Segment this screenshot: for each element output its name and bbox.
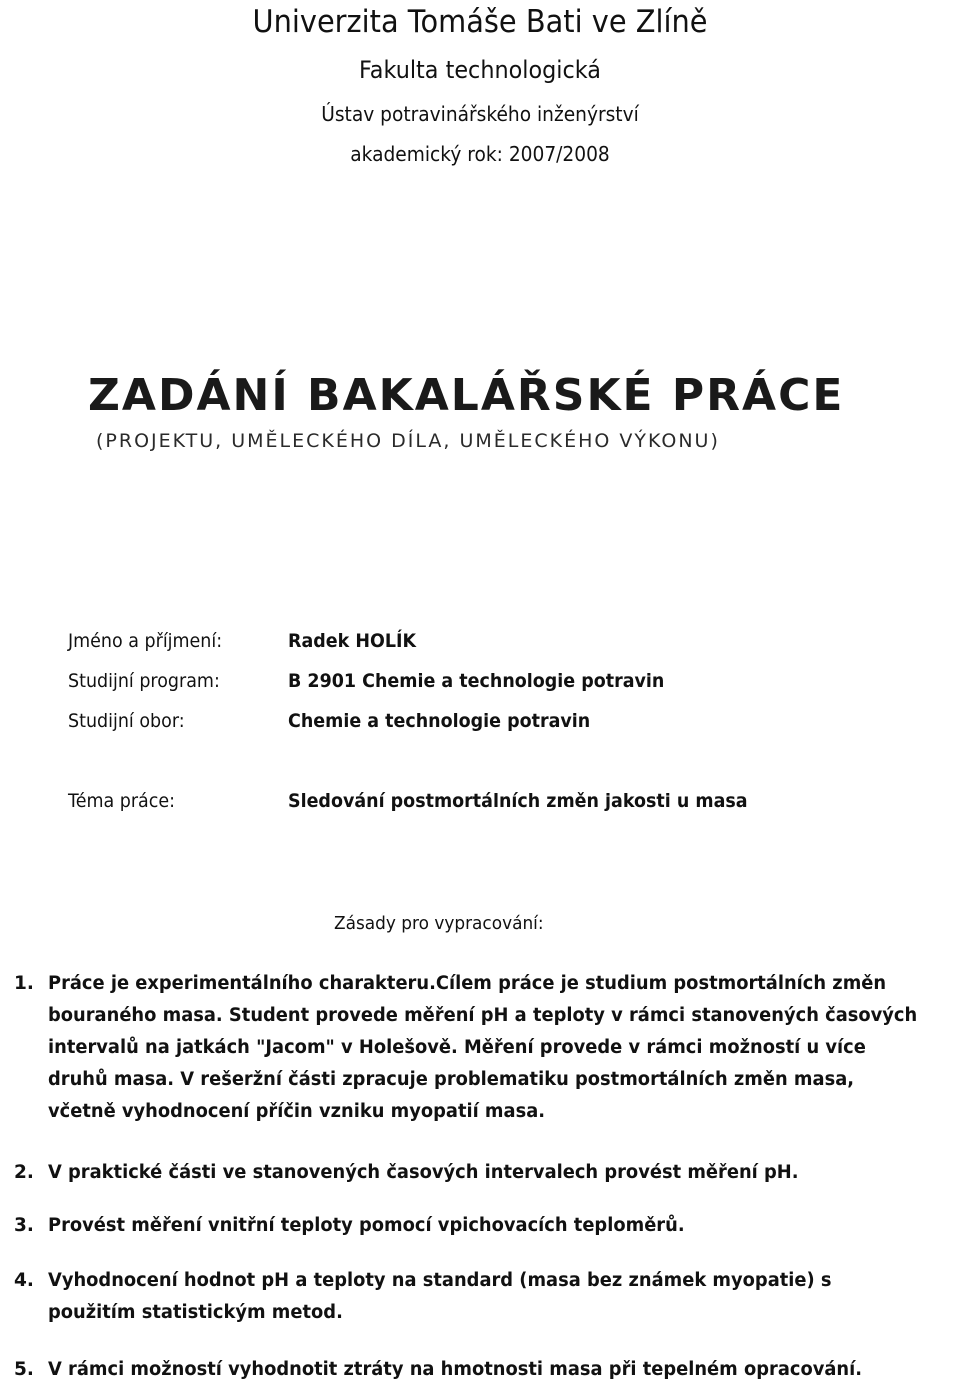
name-label: Jméno a příjmení:: [68, 630, 223, 652]
university-name: Univerzita Tomáše Bati ve Zlíně: [252, 4, 708, 40]
guideline-text: V praktické části ve stanovených časových intervalech provést měření pH.: [48, 1162, 799, 1183]
program-value: B 2901 Chemie a technologie potravin: [288, 670, 665, 692]
institute-name: Ústav potravinářského inženýrství: [321, 102, 639, 126]
guideline-item-2: [14, 1157, 954, 1189]
guideline-number: 4.: [14, 1270, 34, 1291]
guideline-text: Provést měření vnitřní teploty pomocí vpichovacích teploměrů.: [48, 1215, 685, 1236]
guideline-item-4: [14, 1265, 954, 1329]
guideline-number: 3.: [14, 1215, 34, 1236]
guideline-text: V rámci možností vyhodnotit ztráty na hmotnosti masa při tepelném opracování.: [48, 1359, 863, 1380]
document-title: ZADÁNÍ BAKALÁŘSKÉ PRÁCE: [88, 370, 845, 421]
program-label: Studijní program:: [68, 670, 220, 692]
name-value: Radek HOLÍK: [288, 630, 417, 652]
topic-value: Sledování postmortálních změn jakosti u masa: [288, 790, 748, 812]
guideline-text: Práce je experimentálního charakteru.Cílem práce je studium postmortálních změn bouraného masa. Student provede měření pH a teploty v rámci stanovených časových intervalů na jatkách "Jacom" v Holešově. Měření provede v rámci možností u více druhů masa. V rešeržní části zpracuje problematiku postmortálních změn masa, včetně vyhodnocení příčin vzniku myopatií masa.: [48, 973, 924, 1122]
guideline-item-3: [14, 1210, 954, 1242]
topic-label: Téma práce:: [68, 790, 176, 812]
guideline-number: 5.: [14, 1359, 34, 1380]
faculty-name: Fakulta technologická: [358, 56, 601, 84]
document-subtitle: (PROJEKTU, UMĚLECKÉHO DÍLA, UMĚLECKÉHO VÝKONU): [96, 430, 720, 452]
field-label: Studijní obor:: [68, 710, 185, 732]
academic-year: akademický rok: 2007/2008: [350, 142, 610, 166]
guideline-item-5: [14, 1354, 954, 1386]
guideline-number: 1.: [14, 973, 34, 994]
guideline-number: 2.: [14, 1162, 34, 1183]
field-value: Chemie a technologie potravin: [288, 710, 591, 732]
guideline-text: Vyhodnocení hodnot pH a teploty na standard (masa bez známek myopatie) s použitím statistickým metod.: [48, 1270, 838, 1323]
guidelines-heading: Zásady pro vypracování:: [334, 913, 544, 934]
guideline-item-1: [14, 968, 954, 1128]
